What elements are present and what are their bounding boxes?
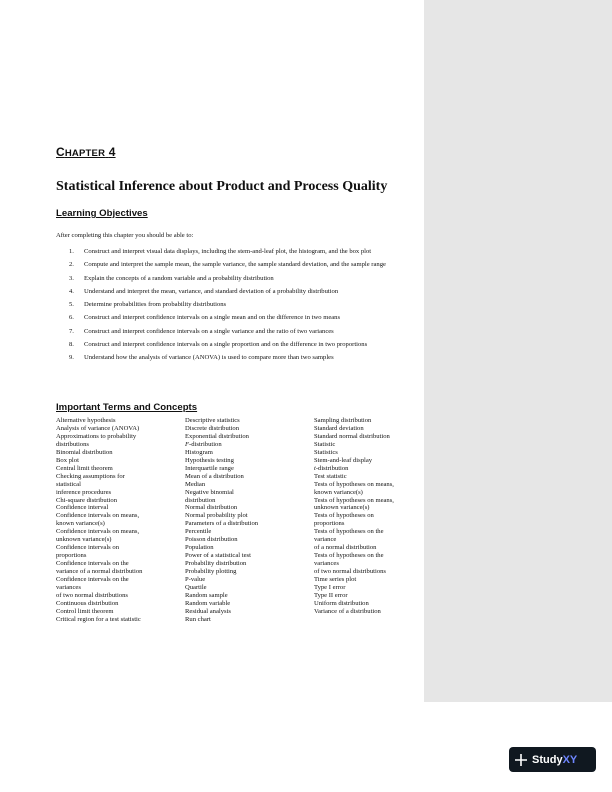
- objective-item: [56, 258, 418, 271]
- term-item: Binomial distribution: [56, 448, 113, 456]
- term-item: Tests of hypotheses on the: [314, 528, 384, 536]
- term-item: t-distribution: [314, 464, 349, 472]
- objective-text: Understand and interpret the mean, variance, and standard deviation of a probability distribution: [84, 287, 339, 295]
- objective-text: Construct and interpret confidence intervals on a single proportion and on the difference in two proportions: [84, 341, 368, 349]
- objective-item: [56, 245, 418, 258]
- page-title: Statistical Inference about Product and Process Quality: [56, 179, 388, 194]
- objective-text: Compute and interpret the sample mean, the sample variance, the sample standard deviation, and the sample range: [84, 261, 386, 269]
- term-item: of two normal distributions: [56, 591, 128, 599]
- term-item: Type II error: [314, 591, 348, 599]
- term-item: variances: [56, 584, 81, 592]
- chapter-number: 4: [108, 145, 116, 159]
- term-item: Negative binomial: [185, 488, 234, 496]
- term-item: inference procedures: [56, 488, 112, 496]
- objective-number: 4.: [69, 287, 74, 295]
- term-item: Confidence interval: [56, 504, 109, 512]
- term-item: Test statistic: [314, 472, 347, 480]
- term-item: Standard deviation: [314, 424, 364, 432]
- term-item: Confidence intervals on means,: [56, 528, 140, 536]
- term-item: variance: [314, 536, 337, 544]
- studyxy-badge[interactable]: [509, 747, 596, 772]
- term-item: Alternative hypothesis: [56, 417, 116, 424]
- objective-number: 2.: [69, 261, 74, 269]
- term-item: Statistics: [314, 448, 338, 456]
- objective-item: [56, 298, 418, 311]
- objective-text: Construct and interpret confidence intervals on a single mean and on the difference in two means: [84, 314, 341, 322]
- objective-item: [56, 351, 418, 364]
- term-item: Hypothesis testing: [185, 456, 234, 464]
- term-item: Checking assumptions for: [56, 472, 125, 480]
- objectives-list: [56, 245, 418, 365]
- term-item: proportions: [314, 520, 345, 528]
- term-item: P-value: [185, 576, 206, 584]
- term-item: Uniform distribution: [314, 599, 369, 607]
- term-item: Standard normal distribution: [314, 432, 390, 440]
- objective-text: Determine probabilities from probability distributions: [84, 301, 227, 309]
- objective-item: [56, 272, 418, 285]
- term-item: Power of a statistical test: [185, 552, 251, 560]
- term-item: variances: [314, 560, 339, 568]
- objective-number: 8.: [69, 341, 74, 349]
- term-item: Sampling distribution: [314, 417, 372, 424]
- objective-text: Construct and interpret confidence intervals on a single variance and the ratio of two variances: [84, 327, 334, 335]
- term-item: Confidence intervals on: [56, 544, 119, 552]
- term-item: Type I error: [314, 584, 346, 592]
- term-item: Exponential distribution: [185, 432, 249, 440]
- term-item: Critical region for a test statistic: [56, 615, 141, 623]
- term-item: known variance(s): [56, 520, 105, 528]
- term-item: distribution: [185, 496, 216, 504]
- term-item: of two normal distributions: [314, 568, 386, 576]
- terms-column-1: [56, 417, 142, 624]
- term-item: Continuous distribution: [56, 599, 119, 607]
- objectives-intro: After completing this chapter you should be able to:: [56, 232, 194, 239]
- term-item: Box plot: [56, 456, 79, 464]
- term-item: Confidence intervals on means,: [56, 512, 140, 520]
- terms-column-2: [185, 417, 258, 624]
- term-item: Histogram: [185, 448, 213, 456]
- term-item: Approximations to probability: [56, 432, 137, 440]
- term-item: distributions: [56, 440, 89, 448]
- term-item: Central limit theorem: [56, 464, 113, 472]
- term-item: Median: [185, 480, 206, 488]
- term-item: Quartile: [185, 584, 207, 592]
- chapter-word: HAPTER: [64, 148, 106, 159]
- chapter-cap: C: [56, 145, 65, 159]
- term-item: Variance of a distribution: [314, 607, 381, 615]
- objective-number: 6.: [69, 314, 74, 322]
- term-item: Statistic: [314, 440, 336, 448]
- term-item: Probability plotting: [185, 568, 237, 576]
- term-item: Normal probability plot: [185, 512, 248, 520]
- term-item: Residual analysis: [185, 607, 231, 615]
- term-item: statistical: [56, 480, 81, 488]
- term-item: known variance(s): [314, 488, 363, 496]
- term-item: Control limit theorem: [56, 607, 114, 615]
- term-item: unknown variance(s): [56, 536, 112, 544]
- term-item: Time series plot: [314, 576, 357, 584]
- objective-number: 9.: [69, 354, 74, 362]
- objective-item: [56, 325, 418, 338]
- term-item: Tests of hypotheses on means,: [314, 480, 394, 488]
- term-item: Stem-and-leaf display: [314, 456, 373, 464]
- objective-text: Construct and interpret visual data displays, including the stem-and-leaf plot, the histogram, and the box plot: [84, 248, 372, 255]
- term-item: Random variable: [185, 599, 231, 607]
- term-item: Tests of hypotheses on means,: [314, 496, 394, 504]
- term-item: Tests of hypotheses on: [314, 512, 374, 520]
- objective-text: Understand how the analysis of variance (ANOVA) is used to compare more than two samples: [84, 354, 334, 362]
- chapter-heading: [56, 145, 116, 159]
- term-item: Confidence intervals on the: [56, 576, 129, 584]
- term-item: Analysis of variance (ANOVA): [56, 424, 140, 432]
- objective-number: 7.: [69, 327, 74, 335]
- term-item: F-distribution: [185, 440, 222, 448]
- term-item: Confidence intervals on the: [56, 560, 129, 568]
- term-item: Descriptive statistics: [185, 417, 240, 424]
- term-item: Percentile: [185, 528, 212, 536]
- term-item: Random sample: [185, 591, 228, 599]
- objective-item: [56, 338, 418, 351]
- objective-item: [56, 311, 418, 324]
- term-item: Probability distribution: [185, 560, 247, 568]
- objective-item: [56, 285, 418, 298]
- badge-label: StudyXY: [532, 753, 578, 766]
- term-item: Population: [185, 544, 214, 552]
- term-item: Poisson distribution: [185, 536, 238, 544]
- terms-heading: Important Terms and Concepts: [56, 402, 198, 413]
- term-item: Normal distribution: [185, 504, 238, 512]
- objective-text: Explain the concepts of a random variable and a probability distribution: [84, 274, 274, 282]
- term-item: variance of a normal distribution: [56, 568, 143, 576]
- term-item: Run chart: [185, 615, 211, 623]
- term-item: Parameters of a distribution: [185, 520, 259, 528]
- term-item: proportions: [56, 552, 87, 560]
- term-item: Tests of hypotheses on the: [314, 552, 384, 560]
- term-item: Interquartile range: [185, 464, 234, 472]
- term-item: of a normal distribution: [314, 544, 377, 552]
- plus-icon: [515, 754, 527, 766]
- term-item: Discrete distribution: [185, 424, 240, 432]
- comment-sidebar: [424, 0, 612, 702]
- terms-column-3: [314, 417, 394, 616]
- objective-number: 1.: [69, 248, 74, 255]
- objective-number: 5.: [69, 301, 74, 309]
- term-item: unknown variance(s): [314, 504, 370, 512]
- term-item: Chi-square distribution: [56, 496, 117, 504]
- term-item: Mean of a distribution: [185, 472, 244, 480]
- learning-objectives-heading: Learning Objectives: [56, 208, 148, 219]
- objective-number: 3.: [69, 274, 74, 282]
